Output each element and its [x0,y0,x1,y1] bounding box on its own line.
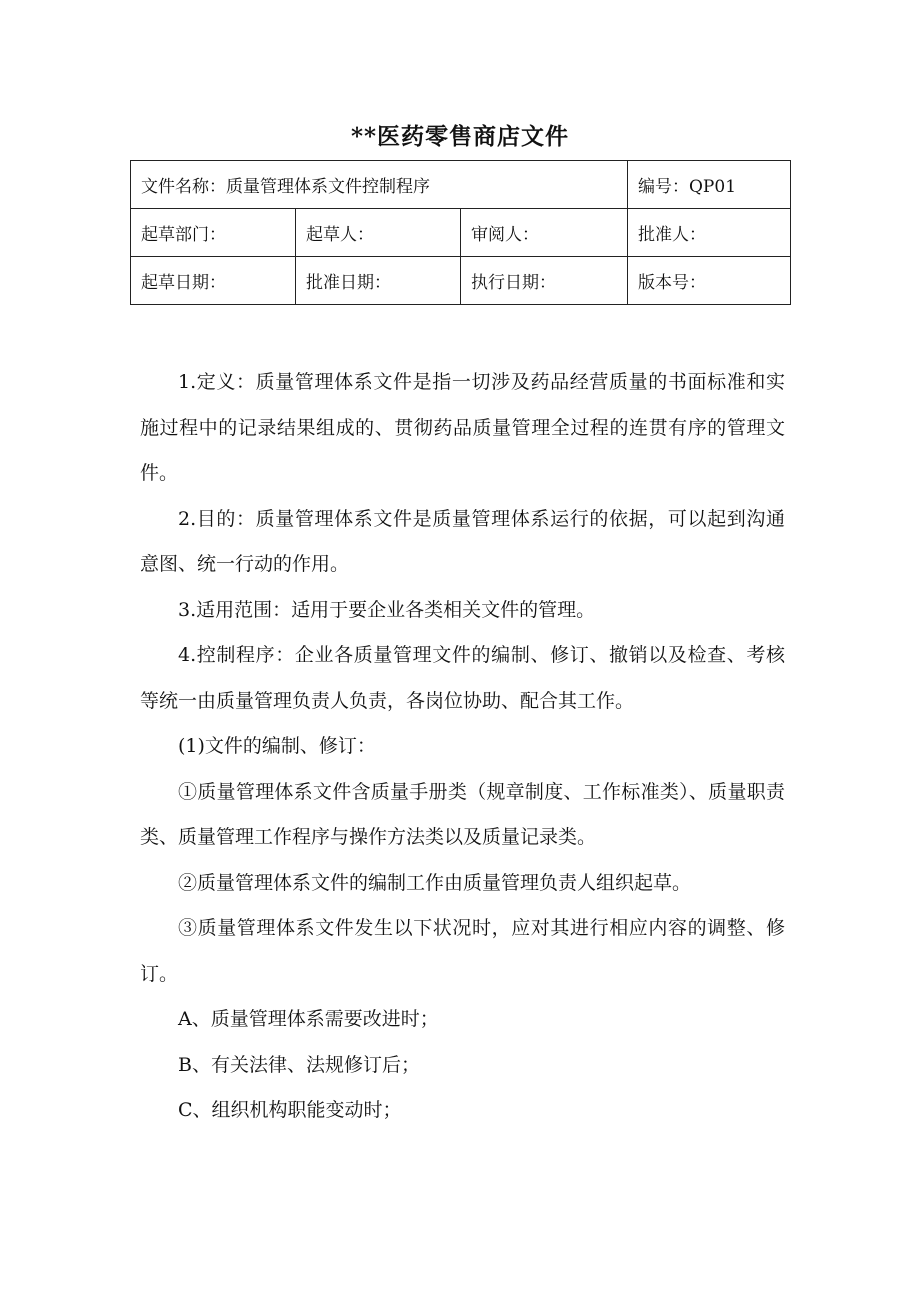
paragraph-item-1: ①质量管理体系文件含质量手册类（规章制度、工作标准类）、质量职责类、质量管理工作程序与操作方法类以及质量记录类。 [140,780,785,848]
draft-date-cell: 起草日期： [131,257,296,305]
version-cell: 版本号： [628,257,791,305]
paragraph-definition: 1.定义：质量管理体系文件是指一切涉及药品经营质量的书面标准和实施过程中的记录结果组成的、贯彻药品质量管理全过程的连贯有序的管理文件。 [140,371,785,484]
paragraph-condition-c: C、组织机构职能变动时； [178,1099,402,1121]
paragraph-condition-b: B、有关法律、法规修订后； [178,1053,420,1076]
document-body [140,360,785,1134]
paragraph-control-procedure: 4.控制程序：企业各质量管理文件的编制、修订、撤销以及检查、考核等统一由质量管理负责人负责，各岗位协助、配合其工作。 [140,644,785,712]
paragraph-item-3: ③质量管理体系文件发生以下状况时，应对其进行相应内容的调整、修订。 [140,917,785,985]
paragraph-scope: 3.适用范围：适用于要企业各类相关文件的管理。 [178,598,596,621]
reviewer-cell: 审阅人： [461,209,628,257]
document-header-table [130,160,791,305]
header-row-dates [131,257,791,305]
execution-date-cell: 执行日期： [461,257,628,305]
paragraph-item-2: ②质量管理体系文件的编制工作由质量管理负责人组织起草。 [178,871,692,894]
approver-cell: 批准人： [628,209,791,257]
document-code-cell: 编号：QP01 [628,161,791,209]
paragraph-condition-a: A、质量管理体系需要改进时； [178,1008,439,1030]
header-row-personnel [131,209,791,257]
paragraph-section-1-heading: (1)文件的编制、修订： [178,735,376,757]
document-title: **医药零售商店文件 [350,123,570,150]
drafter-cell: 起草人： [296,209,461,257]
draft-department-cell: 起草部门： [131,209,296,257]
paragraph-purpose: 2.目的：质量管理体系文件是质量管理体系运行的依据，可以起到沟通意图、统一行动的作用。 [140,507,785,575]
header-row-file-name [131,161,791,209]
approve-date-cell: 批准日期： [296,257,461,305]
file-name-cell: 文件名称：质量管理体系文件控制程序 [131,161,628,209]
